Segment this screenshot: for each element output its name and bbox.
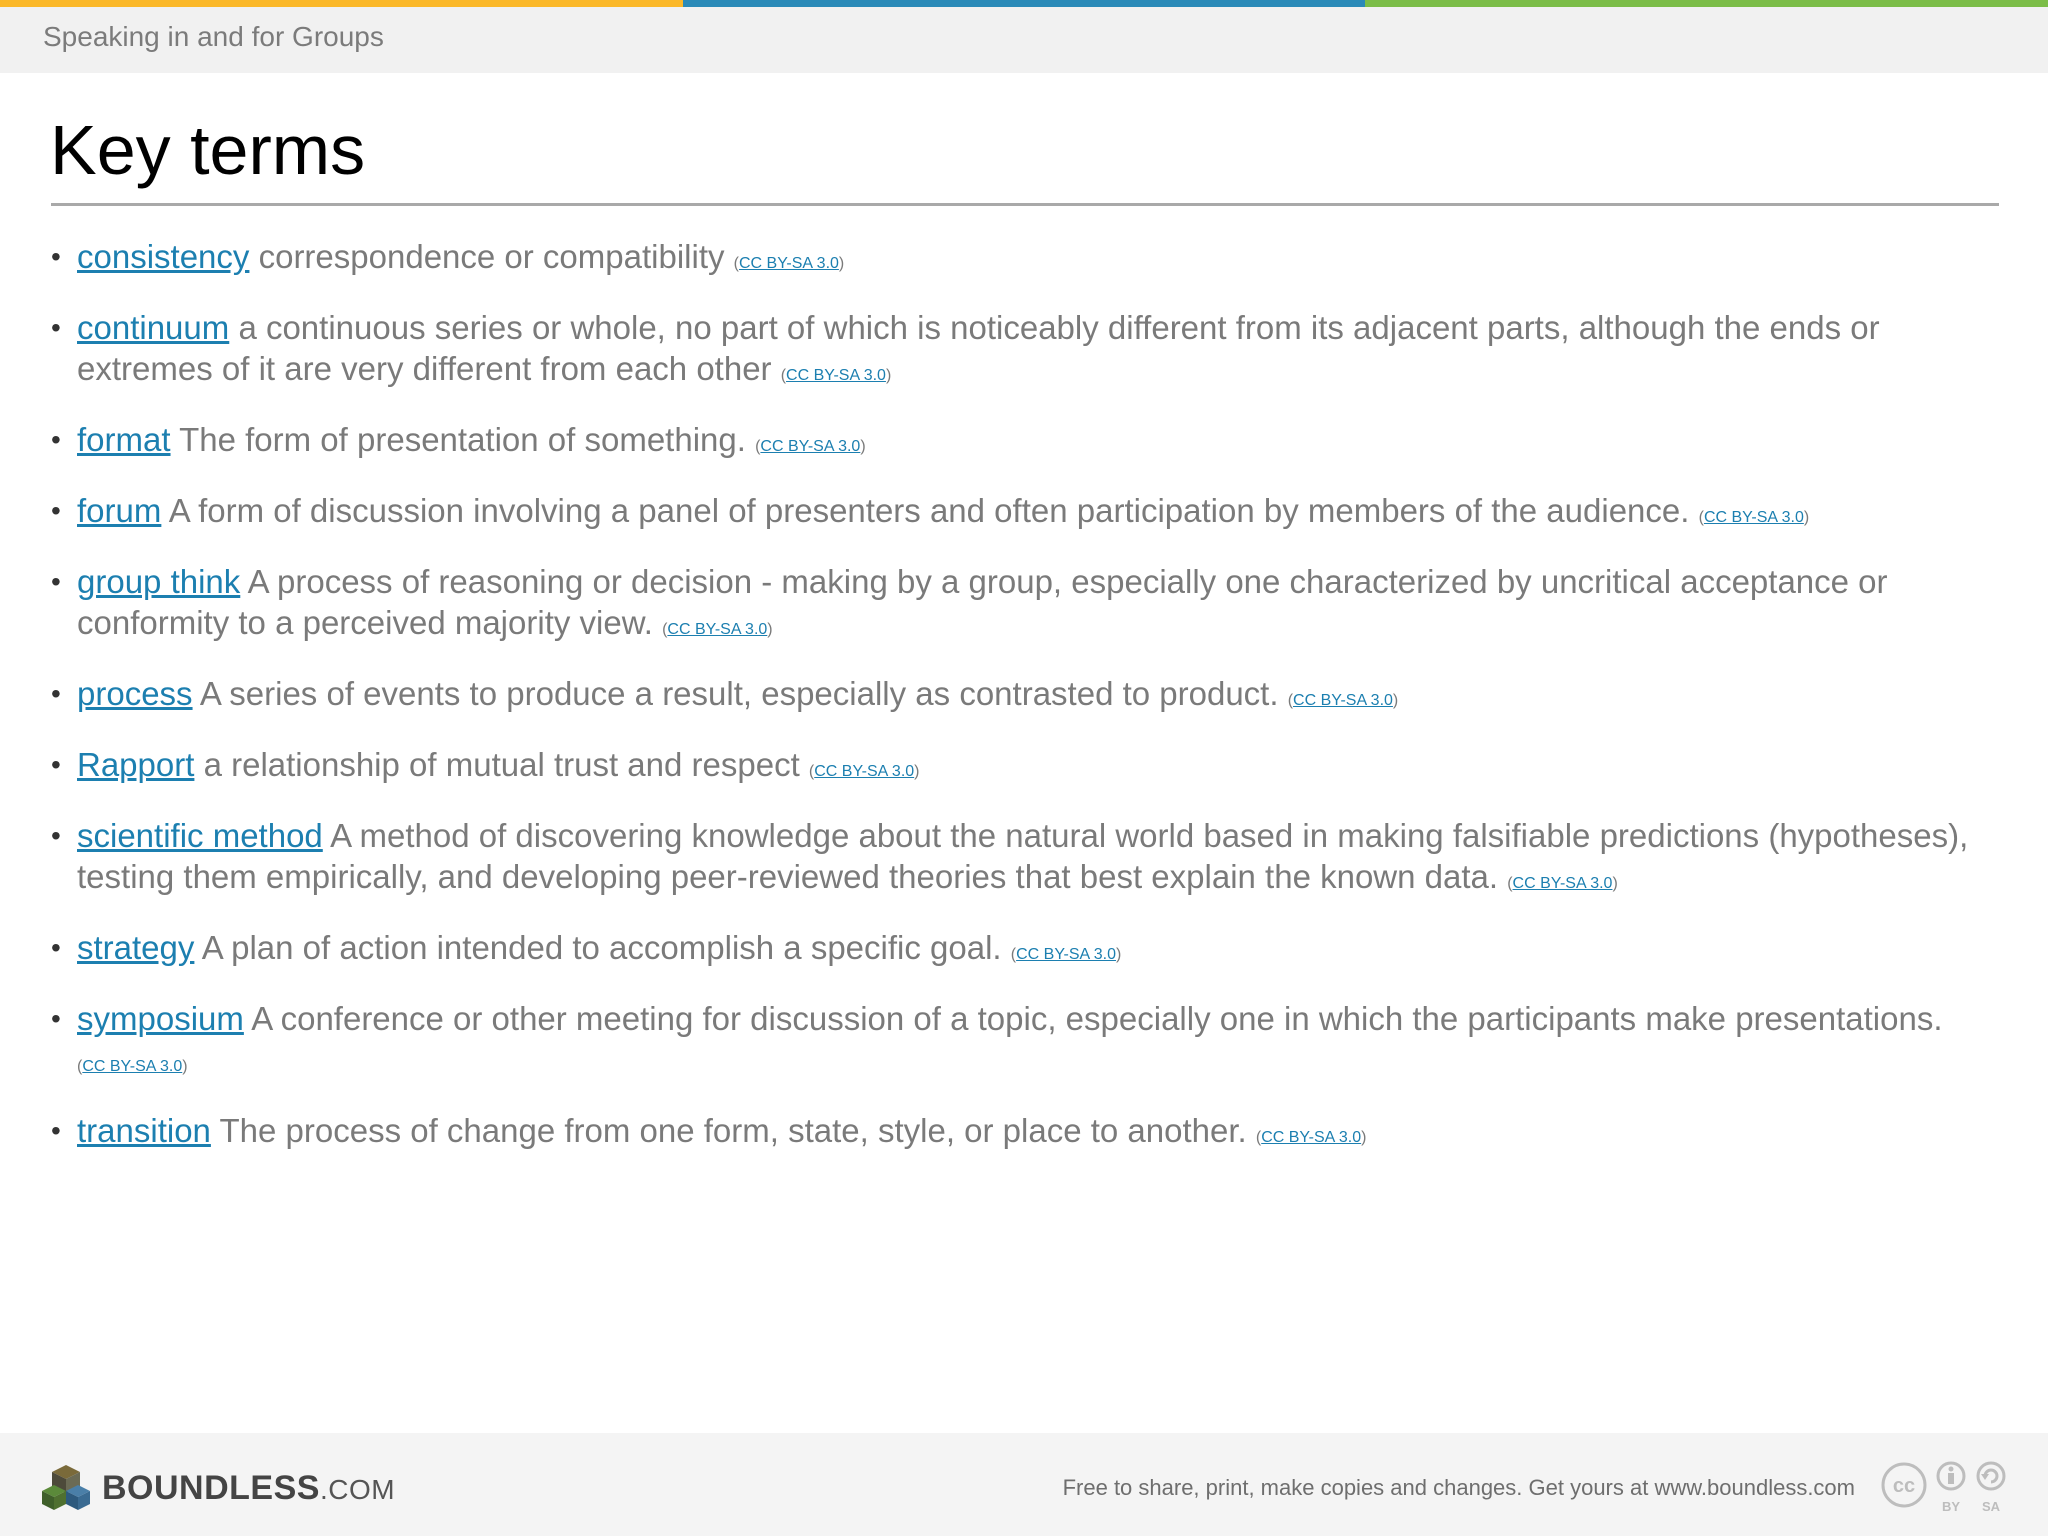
course-title: Speaking in and for Groups — [43, 21, 384, 52]
color-bar-blue — [683, 0, 1366, 7]
license-link[interactable]: CC BY-SA 3.0 — [1261, 1129, 1362, 1146]
term-link[interactable]: forum — [77, 492, 162, 529]
term-definition: The form of presentation of something. — [179, 421, 746, 458]
bullet-icon: • — [51, 495, 61, 526]
term-item — [51, 815, 2001, 904]
term-item — [51, 490, 2001, 538]
license-link[interactable]: CC BY-SA 3.0 — [1016, 946, 1116, 963]
license-citation: (CC BY-SA 3.0) — [733, 255, 845, 272]
term-item — [51, 561, 2001, 650]
logo-name: BOUNDLESS — [102, 1468, 320, 1507]
term-definition: A method of discovering knowledge about the natural world based in making falsifiable predictions (hypotheses), testing them empirically, and developing peer-reviewed theories that best explain the known data. — [77, 817, 1969, 895]
term-definition: A series of events to produce a result, especially as contrasted to product. — [199, 675, 1279, 712]
term-link[interactable]: process — [77, 675, 193, 712]
license-link[interactable]: CC BY-SA 3.0 — [667, 621, 768, 638]
term-item — [51, 673, 2001, 721]
bullet-icon: • — [51, 678, 61, 709]
attribution-icon — [1934, 1461, 1968, 1517]
term-item — [51, 744, 2001, 792]
term-item — [51, 236, 2001, 284]
license-link[interactable]: CC BY-SA 3.0 — [1293, 692, 1393, 709]
bullet-icon: • — [51, 932, 61, 963]
term-item — [51, 307, 2001, 396]
cc-by-label: BY — [1941, 1499, 1961, 1514]
license-citation: (CC BY-SA 3.0) — [1255, 1129, 1367, 1146]
logo-wordmark — [102, 1469, 395, 1508]
term-link[interactable]: symposium — [77, 1000, 244, 1037]
color-bar-yellow — [0, 0, 683, 7]
color-bar-green — [1365, 0, 2048, 7]
term-definition: A form of discussion involving a panel of presenters and often participation by members of the audience. — [168, 492, 1690, 529]
term-link[interactable]: strategy — [77, 929, 195, 966]
term-definition: a relationship of mutual trust and respect — [203, 746, 800, 783]
license-link[interactable]: CC BY-SA 3.0 — [1703, 509, 1804, 526]
bullet-icon: • — [51, 241, 61, 272]
footer — [0, 1433, 2048, 1536]
bullet-icon: • — [51, 424, 61, 455]
bullet-icon: • — [51, 566, 61, 597]
license-citation: (CC BY-SA 3.0) — [1698, 509, 1810, 526]
bullet-icon: • — [51, 312, 61, 343]
term-link[interactable]: continuum — [77, 309, 230, 346]
term-link[interactable]: scientific method — [77, 817, 323, 854]
share-alike-icon — [1974, 1461, 2008, 1517]
footer-license-note: Free to share, print, make copies and changes. Get yours at www.boundless.com — [1062, 1475, 1855, 1500]
term-definition: a continuous series or whole, no part of which is noticeably different from its adjacent parts, although the ends or extremes of it are very different from each other — [77, 309, 1880, 387]
boundless-cubes-icon — [40, 1463, 92, 1513]
license-link[interactable]: CC BY-SA 3.0 — [760, 438, 861, 455]
license-link[interactable]: CC BY-SA 3.0 — [82, 1058, 183, 1075]
license-link[interactable]: CC BY-SA 3.0 — [1512, 875, 1613, 892]
term-definition: A process of reasoning or decision - making by a group, especially one characterized by uncritical acceptance or conformity to a perceived majority view. — [77, 563, 1888, 641]
bullet-icon: • — [51, 749, 61, 780]
term-definition: A plan of action intended to accomplish a specific goal. — [201, 929, 1002, 966]
license-citation: (CC BY-SA 3.0) — [1010, 946, 1122, 963]
license-citation: (CC BY-SA 3.0) — [1287, 692, 1399, 709]
boundless-logo[interactable] — [40, 1463, 395, 1513]
bullet-icon: • — [51, 820, 61, 851]
top-color-bar — [0, 0, 2048, 7]
bullet-icon: • — [51, 1115, 61, 1146]
slide-header — [0, 7, 2048, 73]
license-citation: (CC BY-SA 3.0) — [755, 438, 866, 455]
cc-license-badge[interactable] — [1880, 1461, 2008, 1517]
term-link[interactable]: consistency — [77, 238, 250, 275]
term-link[interactable]: format — [77, 421, 171, 458]
title-divider — [51, 203, 1999, 206]
cc-sa-label: SA — [1981, 1499, 2001, 1514]
license-citation: (CC BY-SA 3.0) — [77, 1058, 188, 1075]
key-terms-list — [51, 236, 2001, 1181]
term-definition: The process of change from one form, state, style, or place to another. — [219, 1112, 1247, 1149]
term-item — [51, 998, 2001, 1087]
license-citation: (CC BY-SA 3.0) — [662, 621, 773, 638]
creative-commons-icon — [1880, 1461, 1928, 1509]
license-link[interactable]: CC BY-SA 3.0 — [739, 255, 839, 272]
cc-mark-text: cc — [1892, 1475, 1916, 1497]
term-link[interactable]: transition — [77, 1112, 211, 1149]
license-citation: (CC BY-SA 3.0) — [780, 367, 892, 384]
term-link[interactable]: group think — [77, 563, 241, 600]
term-definition: A conference or other meeting for discussion of a topic, especially one in which the participants make presentations. — [251, 1000, 1943, 1037]
term-item — [51, 419, 2001, 467]
term-link[interactable]: Rapport — [77, 746, 195, 783]
page-title: Key terms — [50, 111, 366, 189]
term-definition: correspondence or compatibility — [258, 238, 725, 275]
logo-suffix: .COM — [319, 1473, 396, 1505]
license-link[interactable]: CC BY-SA 3.0 — [814, 763, 915, 780]
bullet-icon: • — [51, 1003, 61, 1034]
license-citation: (CC BY-SA 3.0) — [1507, 875, 1618, 892]
license-citation: (CC BY-SA 3.0) — [808, 763, 920, 780]
term-item — [51, 927, 2001, 975]
term-item — [51, 1110, 2001, 1158]
license-link[interactable]: CC BY-SA 3.0 — [786, 367, 886, 384]
